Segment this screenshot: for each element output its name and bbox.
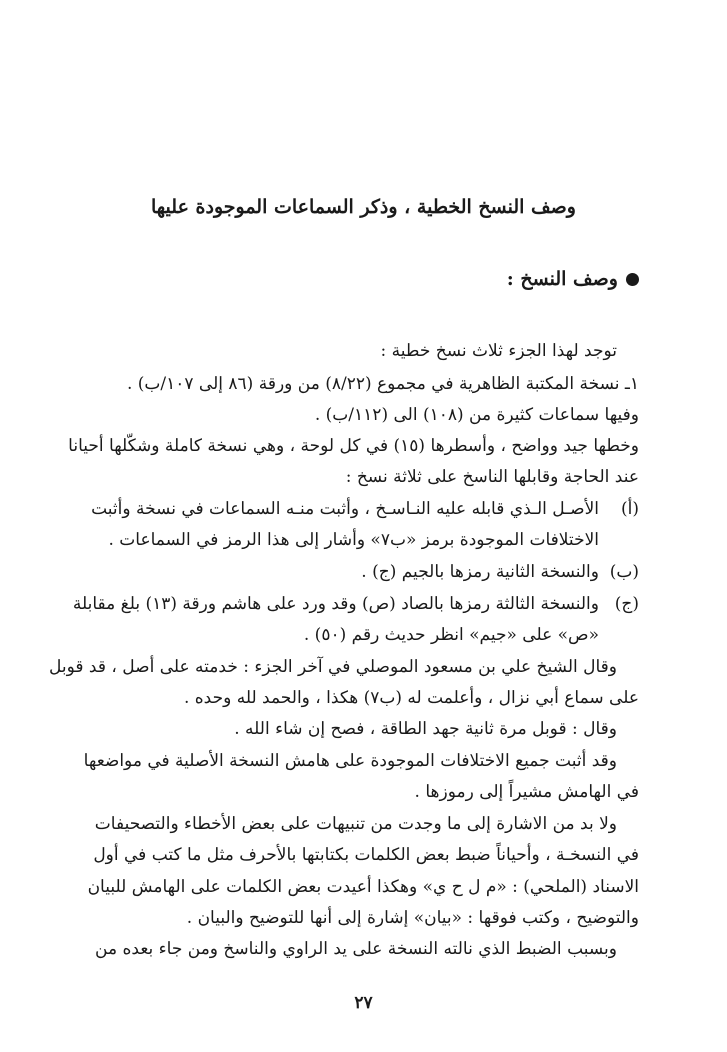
bullet-icon (626, 273, 639, 286)
text-line: توجد لهذا الجزء ثلاث نسخ خطية : (380, 341, 617, 361)
text-line: في الهامش مشيراً إلى رموزها . (414, 782, 639, 802)
text-line: وقال الشيخ علي بن مسعود الموصلي في آخر الجزء : خدمته على أصل ، قد قوبل (49, 657, 617, 677)
text-line: ١ـ نسخة المكتبة الظاهرية في مجموع (٨/٢٢) من ورقة (٨٦ إلى ١٠٧/ب) . (126, 374, 639, 394)
list-item-line: الأصـل الـذي قابله عليه النـاسـخ ، وأثبت منـه السماعات في نسخة وأثبت (91, 499, 599, 519)
text-line: عند الحاجة وقابلها الناسخ على ثلاثة نسخ : (345, 467, 639, 487)
list-marker: (أ) (621, 499, 639, 519)
list-item-line: والنسخة الثانية رمزها بالجيم (ج) . (361, 562, 599, 582)
page-number: ٢٧ (354, 993, 373, 1013)
text-line: على سماع أبي نزال ، وأعلمت له (ب٧) هكذا ، والحمد لله وحده . (183, 688, 639, 708)
text-line: في النسخـة ، وأحياناً ضبط بعض الكلمات بكتابتها بالأحرف مثل ما كتب في أول (93, 845, 639, 865)
list-marker: (ج) (614, 594, 639, 614)
text-line: ولا بد من الاشارة إلى ما وجدت من تنبيهات على بعض الأخطاء والتصحيفات (94, 814, 617, 834)
list-item-line: والنسخة الثالثة رمزها بالصاد (ص) وقد ورد على هاشم ورقة (١٣) بلغ مقابلة (72, 594, 599, 614)
text-line: وخطها جيد وواضح ، وأسطرها (١٥) في كل لوحة ، وهي نسخة كاملة وشكّلها أحيانا (68, 436, 639, 456)
text-line: والتوضيح ، وكتب فوقها : «بيان» إشارة إلى أنها للتوضيح والبيان . (186, 908, 639, 928)
text-line: وقال : قوبل مرة ثانية جهد الطاقة ، فصح إن شاء الله . (234, 719, 617, 739)
text-line: الاسناد (الملحي) : «م ل ح ي» وهكذا أعيدت بعض الكلمات على الهامش للبيان (87, 877, 639, 897)
list-item-line: الاختلافات الموجودة برمز «ب٧» وأشار إلى هذا الرمز في السماعات . (108, 530, 599, 550)
text-line: وقد أثبت جميع الاختلافات الموجودة على هامش النسخة الأصلية في مواضعها (83, 751, 617, 771)
text-line: وبسبب الضبط الذي نالته النسخة على يد الراوي والناسخ ومن جاء بعده من (95, 939, 617, 959)
list-marker: (ب) (609, 562, 639, 582)
section-heading (507, 268, 639, 290)
section-heading-text: وصف النسخ : (506, 268, 618, 290)
list-item-line: «ص» على «جيم» انظر حديث رقم (٥٠) . (303, 625, 599, 645)
page-title: وصف النسخ الخطية ، وذكر السماعات الموجودة عليها (151, 196, 576, 218)
text-line: وفيها سماعات كثيرة من (١٠٨) الى (١١٢/ب) . (314, 405, 639, 425)
